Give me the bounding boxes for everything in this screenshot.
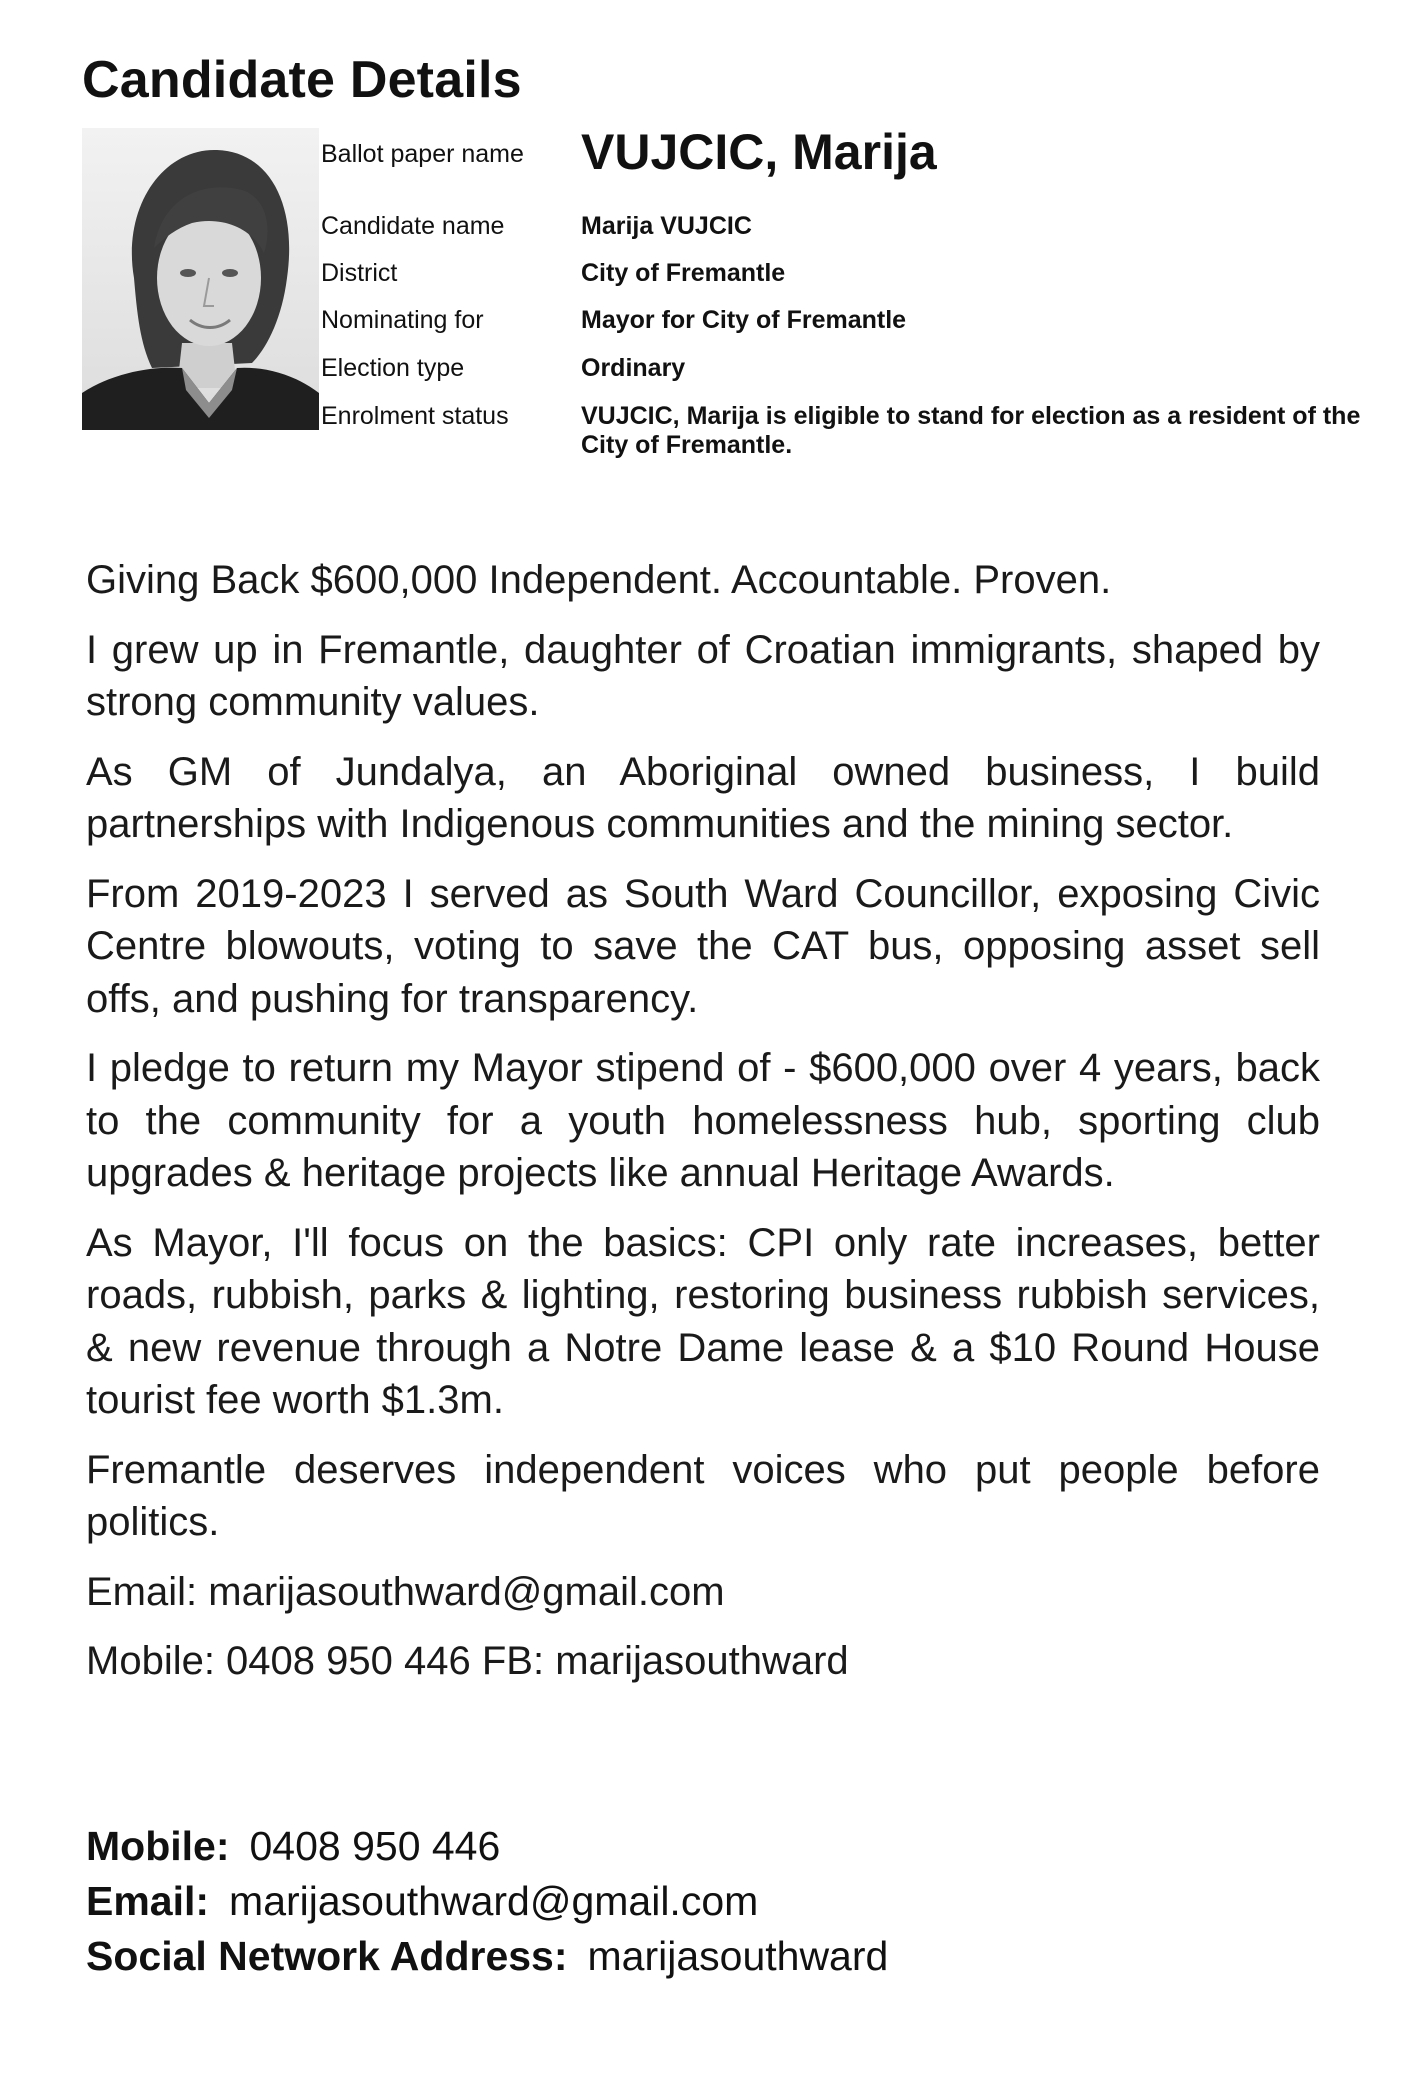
statement-paragraph: Giving Back $600,000 Independent. Accountable. Proven.	[86, 558, 1112, 602]
contact-mobile	[86, 1819, 1320, 1874]
contact-social	[86, 1929, 1320, 1984]
detail-value: Mayor for City of Fremantle	[581, 306, 907, 334]
statement-paragraph: From 2019-2023 I served as South Ward Councillor, exposing Civic Centre blowouts, voting to save the CAT bus, opposing asset sell offs, and pushing for transparency.	[86, 871, 1320, 1021]
ballot-paper-name: VUJCIC, Marija	[581, 124, 937, 180]
statement-paragraph: As Mayor, I'll focus on the basics: CPI only rate increases, better roads, rubbish, parks & lighting, restoring business rubbish services, & new revenue through a Notre Dame lease & a $10 Round House tourist fee worth $1.3m.	[86, 1220, 1320, 1422]
page-title: Candidate Details	[82, 51, 522, 109]
detail-value: City of Fremantle	[581, 259, 786, 287]
detail-label: District	[321, 259, 398, 287]
detail-value: VUJCIC, Marija is eligible to stand for election as a resident of the City of Fremantle.	[581, 402, 1361, 459]
detail-label: Enrolment status	[321, 402, 509, 430]
detail-value: Marija VUJCIC	[581, 212, 752, 240]
detail-label: Nominating for	[321, 306, 484, 334]
statement-paragraph: I grew up in Fremantle, daughter of Croatian immigrants, shaped by strong community values.	[86, 627, 1320, 724]
candidate-statement	[86, 554, 1320, 1705]
detail-value: Ordinary	[581, 354, 686, 382]
detail-label: Candidate name	[321, 212, 505, 240]
candidate-photo	[82, 128, 319, 430]
contact-label: Email:	[86, 1878, 210, 1924]
contact-value: marijasouthward@gmail.com	[229, 1878, 759, 1924]
contact-label: Mobile:	[86, 1823, 230, 1869]
statement-paragraph: I pledge to return my Mayor stipend of - $600,000 over 4 years, back to the community for a youth homelessness hub, sporting club upgrades & heritage projects like annual Heritage Awards.	[86, 1046, 1320, 1195]
contact-email	[86, 1874, 1320, 1929]
contact-value: 0408 950 446	[249, 1823, 501, 1869]
statement-paragraph: Fremantle deserves independent voices who put people before politics.	[86, 1447, 1320, 1544]
statement-paragraph: As GM of Jundalya, an Aboriginal owned business, I build partnerships with Indigenous communities and the mining sector.	[86, 749, 1320, 846]
statement-email: Email: marijasouthward@gmail.com	[86, 1569, 725, 1614]
detail-label: Election type	[321, 354, 465, 382]
detail-label: Ballot paper name	[321, 140, 524, 168]
portrait-photo-icon	[82, 128, 319, 430]
contact-block	[86, 1819, 1320, 1984]
contact-label: Social Network Address:	[86, 1933, 568, 1979]
contact-value: marijasouthward	[587, 1933, 889, 1979]
statement-mobile-fb: Mobile: 0408 950 446 FB: marijasouthward	[86, 1639, 849, 1683]
